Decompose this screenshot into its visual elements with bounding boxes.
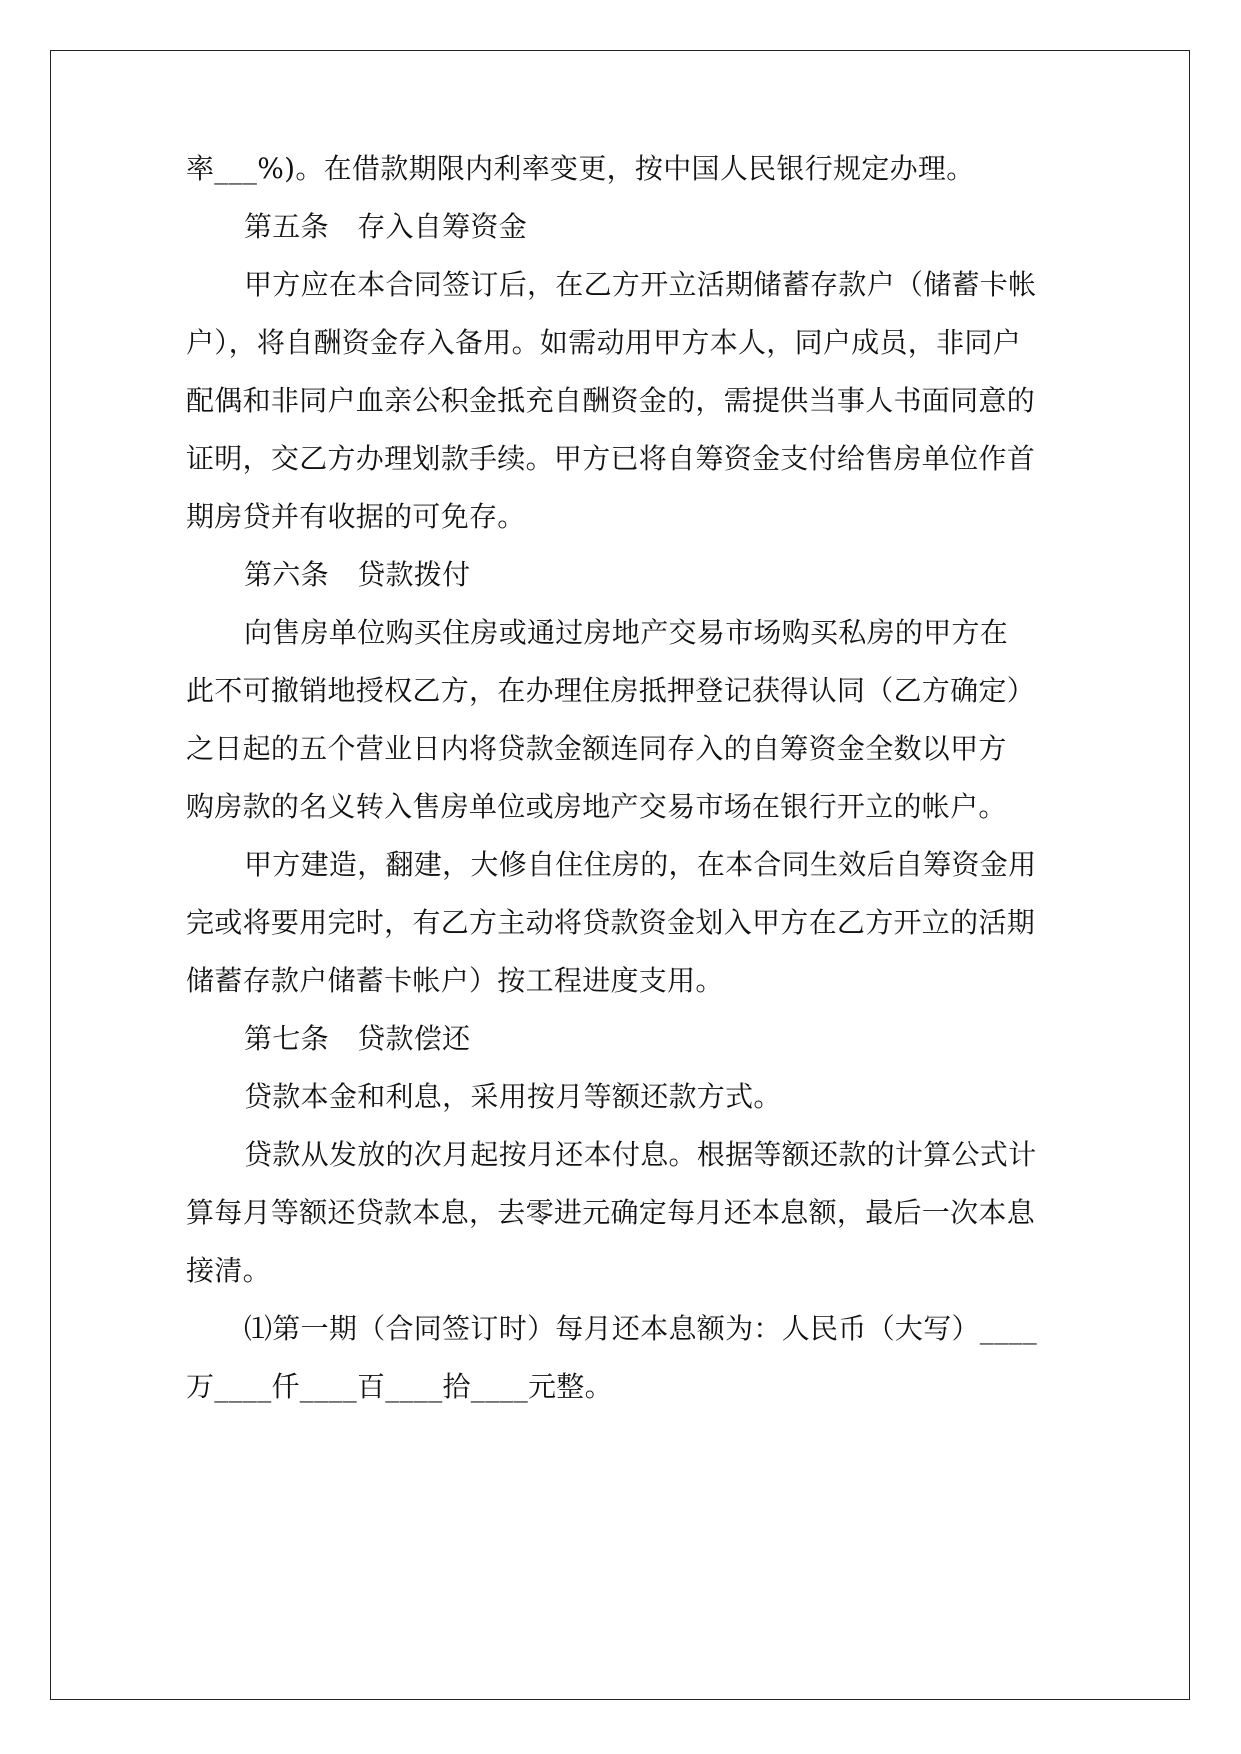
paragraph-line: 贷款从发放的次月起按月还本付息。根据等额还款的计算公式计 [244, 1138, 1037, 1171]
paragraph-line: 之日起的五个营业日内将贷款金额连同存入的自筹资金全数以甲方 [186, 732, 1007, 765]
paragraph-line: ⑴第一期（合同签订时）每月还本息额为：人民币（大写）____ [244, 1312, 1038, 1345]
section-heading-7: 第七条 贷款偿还 [244, 1022, 471, 1055]
paragraph-line: 接清。 [186, 1254, 271, 1287]
paragraph-line: 储蓄存款户储蓄卡帐户）按工程进度支用。 [186, 964, 724, 997]
section-heading-5: 第五条 存入自筹资金 [244, 210, 528, 243]
paragraph-line: 户），将自酬资金存入备用。如需动用甲方本人，同户成员，非同户 [186, 326, 1022, 359]
paragraph-line: 向售房单位购买住房或通过房地产交易市场购买私房的甲方在 [244, 616, 1009, 649]
paragraph-line: 甲方建造，翻建，大修自住住房的，在本合同生效后自筹资金用 [244, 848, 1037, 881]
paragraph-line: 算每月等额还贷款本息，去零进元确定每月还本息额，最后一次本息 [186, 1196, 1036, 1229]
paragraph-line: 万____仟____百____拾____元整。 [186, 1370, 613, 1403]
paragraph-line: 甲方应在本合同签订后，在乙方开立活期储蓄存款户（储蓄卡帐 [244, 268, 1037, 301]
paragraph-line: 此不可撤销地授权乙方，在办理住房抵押登记获得认同（乙方确定） [186, 674, 1036, 707]
paragraph-line: 证明，交乙方办理划款手续。甲方已将自筹资金支付给售房单位作首 [186, 442, 1036, 475]
paragraph-line: 率___%)。在借款期限内利率变更，按中国人民银行规定办理。 [186, 152, 975, 185]
paragraph-line: 完或将要用完时，有乙方主动将贷款资金划入甲方在乙方开立的活期 [186, 906, 1036, 939]
paragraph-line: 购房款的名义转入售房单位或房地产交易市场在银行开立的帐户。 [186, 790, 1007, 823]
section-heading-6: 第六条 贷款拨付 [244, 558, 471, 591]
paragraph-line: 配偶和非同户血亲公积金抵充自酬资金的，需提供当事人书面同意的 [186, 384, 1036, 417]
paragraph-line: 贷款本金和利息，采用按月等额还款方式。 [244, 1080, 782, 1113]
paragraph-line: 期房贷并有收据的可免存。 [186, 500, 526, 533]
